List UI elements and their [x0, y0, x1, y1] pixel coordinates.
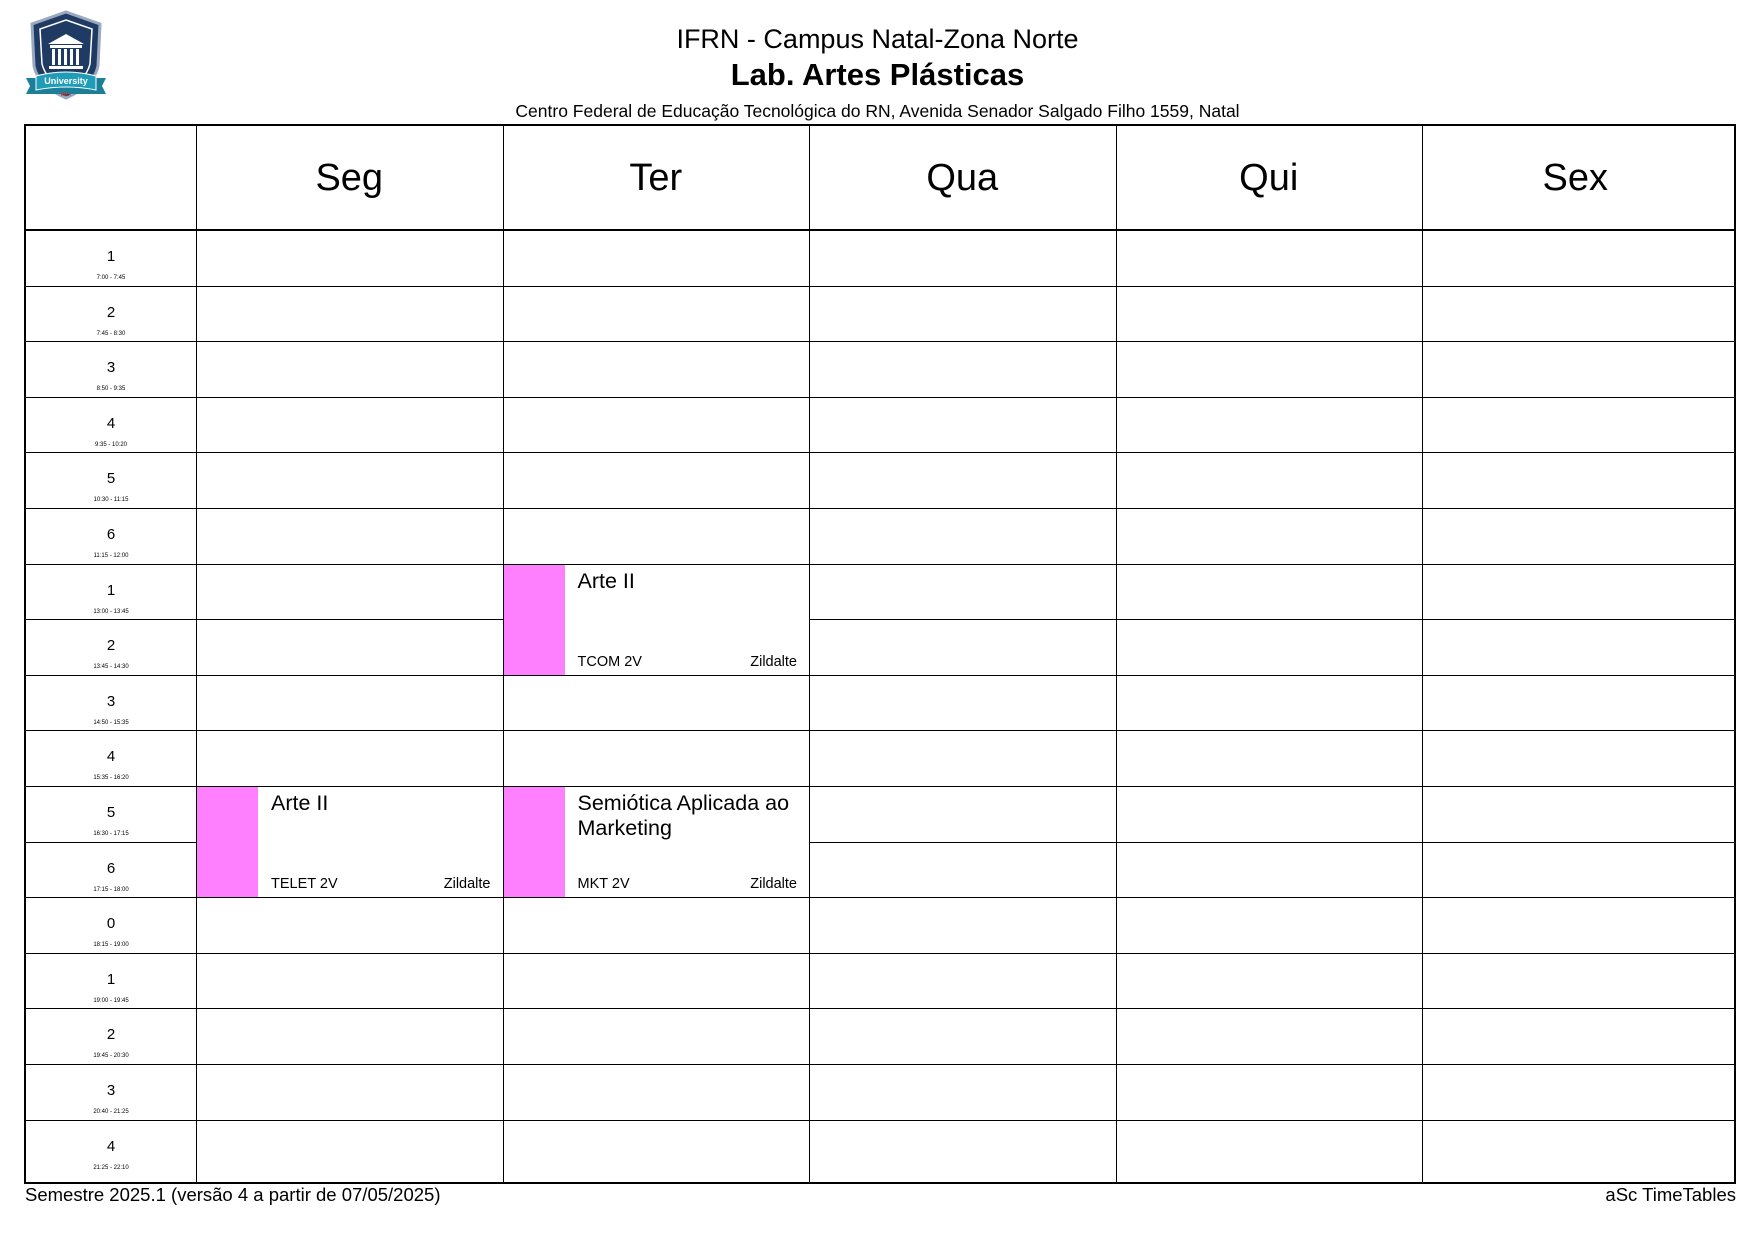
- period-cell: [26, 508, 196, 564]
- lesson-card[interactable]: [504, 787, 810, 897]
- period-number: 1: [106, 581, 116, 599]
- lesson-teacher: Zildalte: [750, 653, 797, 670]
- row-divider: [26, 452, 1734, 453]
- period-cell: [26, 730, 196, 786]
- period-cell: [26, 230, 196, 286]
- day-header-0: Seg: [315, 156, 384, 199]
- period-time: 17:15 - 18:00: [93, 886, 129, 893]
- row-divider: [26, 341, 1734, 342]
- period-cell: [26, 452, 196, 508]
- period-time: 19:00 - 19:45: [93, 997, 129, 1004]
- timetable-grid: [24, 124, 1736, 1184]
- period-time: 13:00 - 13:45: [93, 608, 129, 615]
- row-divider: [26, 897, 1734, 898]
- day-header-3: Qui: [1239, 156, 1299, 199]
- school-address: Centro Federal de Educação Tecnológica do RN, Avenida Senador Salgado Filho 1559, Natal: [515, 101, 1240, 121]
- period-number: 3: [106, 692, 116, 710]
- period-cell: [26, 953, 196, 1009]
- lesson-color-stripe: [504, 565, 565, 675]
- row-divider: [26, 675, 1734, 676]
- period-cell: [26, 675, 196, 731]
- lesson-teacher: Zildalte: [443, 876, 491, 893]
- lesson-card[interactable]: [197, 787, 503, 897]
- room-title: Lab. Artes Plásticas: [730, 57, 1025, 92]
- lesson-color-stripe: [504, 787, 565, 897]
- period-cell: [26, 564, 196, 620]
- period-number: 5: [106, 470, 116, 488]
- period-time: 8:50 - 9:35: [96, 386, 126, 393]
- period-number: 4: [106, 748, 116, 766]
- row-divider: [26, 1064, 1734, 1065]
- lesson-subject: Arte II: [577, 568, 635, 593]
- period-time: 14:50 - 15:35: [93, 719, 129, 726]
- period-time: 7:00 - 7:45: [96, 275, 126, 281]
- period-number: 5: [106, 804, 116, 821]
- period-time: 9:35 - 10:20: [94, 441, 128, 448]
- period-number: 1: [106, 248, 116, 265]
- period-cell: [26, 1008, 196, 1064]
- lesson-class: MKT 2V: [577, 876, 630, 893]
- lesson-card[interactable]: [504, 565, 810, 675]
- lesson-class: TELET 2V: [271, 876, 338, 893]
- period-time: 20:40 - 21:25: [93, 1109, 129, 1115]
- day-header-2: Qua: [926, 156, 999, 199]
- period-cell: [26, 842, 196, 898]
- day-header-1: Ter: [629, 156, 683, 199]
- period-number: 2: [106, 1026, 116, 1044]
- lesson-class: TCOM 2V: [577, 653, 642, 670]
- logo-text: University: [44, 76, 88, 86]
- column-divider: [1422, 126, 1423, 1182]
- period-cell: [26, 897, 196, 953]
- row-divider: [26, 619, 1734, 620]
- period-cell: [26, 341, 196, 397]
- software-credit: aSc TimeTables: [1605, 1184, 1736, 1205]
- column-divider: [1116, 126, 1117, 1182]
- period-time: 16:30 - 17:15: [93, 831, 129, 837]
- school-name: IFRN - Campus Natal-Zona Norte: [676, 24, 1079, 54]
- period-time: 13:45 - 14:30: [93, 664, 129, 671]
- column-divider: [809, 126, 810, 1182]
- period-time: 21:25 - 22:10: [93, 1164, 129, 1171]
- period-cell: [26, 286, 196, 342]
- period-number: 4: [106, 1137, 116, 1155]
- period-number: 4: [106, 414, 116, 432]
- lesson-subject: Semiótica Aplicada ao Marketing: [577, 791, 790, 840]
- period-cell: [26, 619, 196, 675]
- period-number: 1: [106, 970, 116, 988]
- semester-info: Semestre 2025.1 (versão 4 a partir de 07/05/2025): [25, 1184, 441, 1205]
- day-header-4: Sex: [1542, 156, 1608, 199]
- period-cell: [26, 1064, 196, 1120]
- logo-year: INC.: [61, 92, 71, 98]
- period-time: 18:15 - 19:00: [93, 942, 129, 949]
- row-divider: [26, 229, 1734, 231]
- period-number: 2: [106, 637, 116, 655]
- row-divider: [26, 1120, 1734, 1121]
- period-number: 6: [106, 526, 116, 543]
- period-number: 2: [106, 303, 116, 321]
- period-time: 15:35 - 16:20: [93, 775, 129, 782]
- column-divider: [196, 126, 197, 1182]
- period-number: 3: [106, 1082, 116, 1099]
- row-divider: [26, 397, 1734, 398]
- lesson-color-stripe: [197, 787, 258, 897]
- row-divider: [26, 564, 1734, 565]
- period-number: 6: [106, 859, 116, 877]
- period-time: 11:15 - 12:00: [93, 553, 129, 559]
- period-time: 19:45 - 20:30: [93, 1053, 129, 1060]
- period-cell: [26, 786, 196, 842]
- period-time: 7:45 - 8:30: [96, 330, 126, 337]
- period-time: 10:30 - 11:15: [93, 497, 129, 504]
- lesson-teacher: Zildalte: [750, 876, 797, 893]
- row-divider: [26, 953, 1734, 954]
- row-divider: [26, 508, 1734, 509]
- row-divider: [26, 730, 1734, 731]
- row-divider: [26, 1008, 1734, 1009]
- period-number: 3: [106, 359, 116, 377]
- lesson-subject: Arte II: [271, 791, 329, 815]
- period-cell: [26, 1120, 196, 1176]
- row-divider: [26, 286, 1734, 287]
- period-number: 0: [106, 915, 116, 933]
- period-cell: [26, 397, 196, 453]
